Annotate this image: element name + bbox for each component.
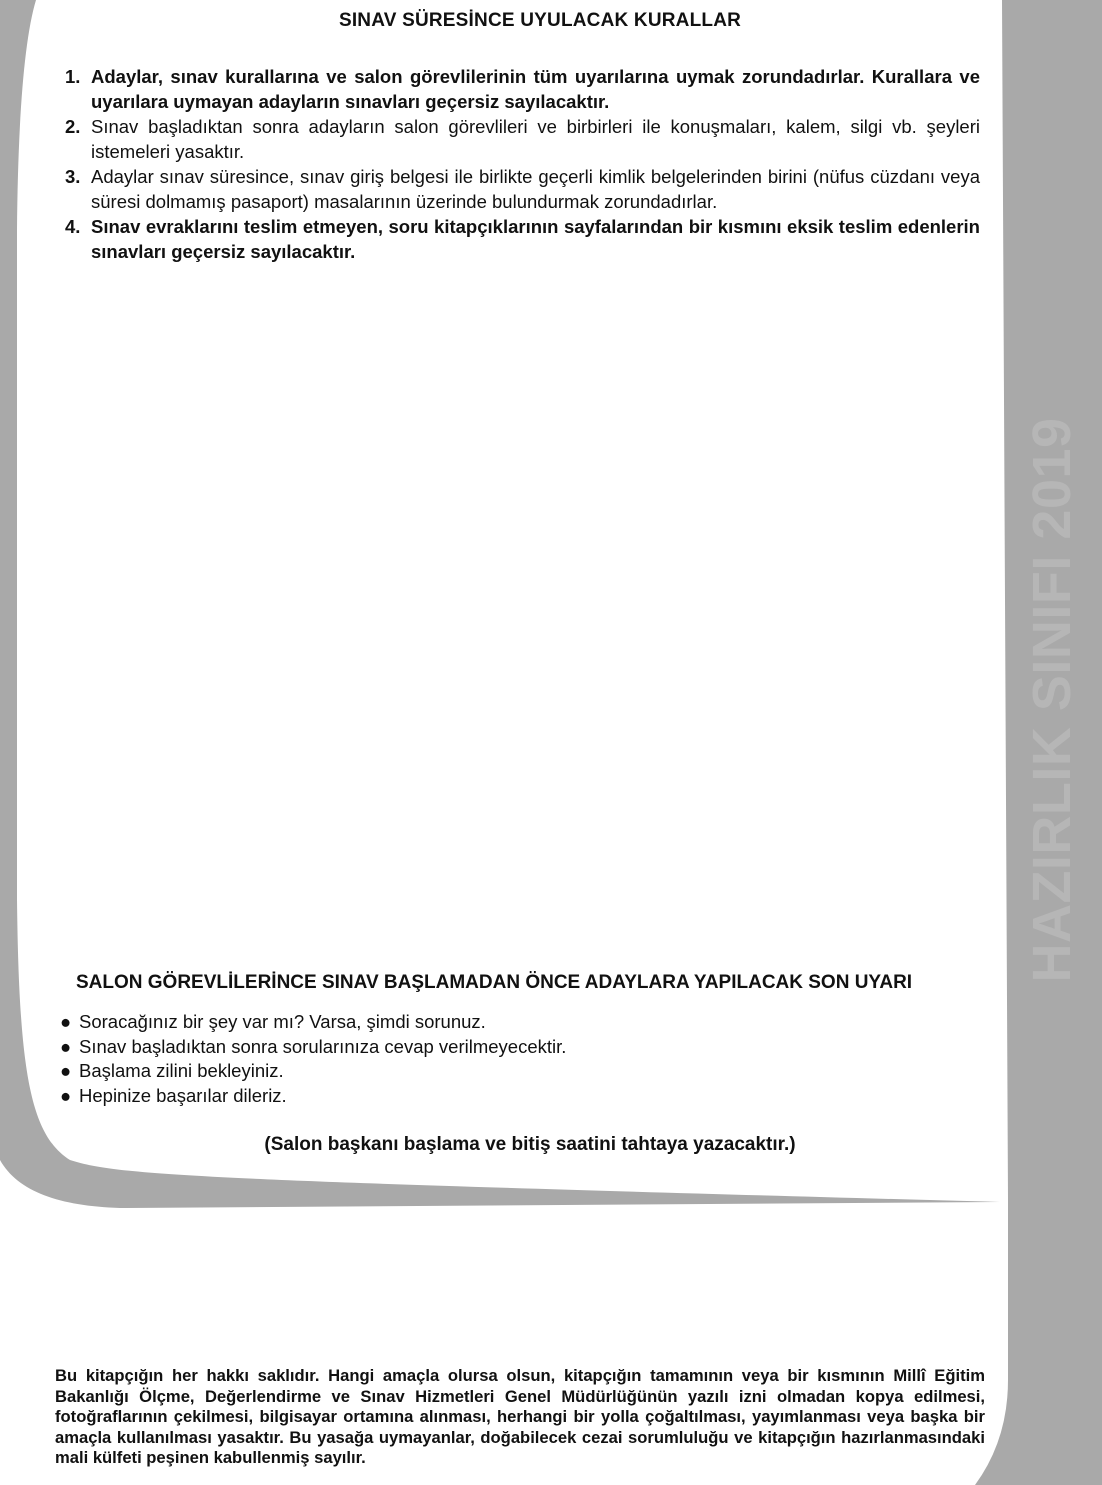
rules-list bbox=[60, 64, 980, 264]
bullet-icon: ● bbox=[60, 1011, 72, 1032]
board-note: (Salon başkanı başlama ve bitiş saatini tahtaya yazacaktır.) bbox=[264, 1134, 796, 1155]
rule-item bbox=[60, 164, 980, 214]
rule-text: Adaylar sınav süresince, sınav giriş belgesi ile birlikte geçerli kimlik belgelerinden birini (nüfus cüzdanı veya süresi dolmamış pasaport) masalarının üzerinde bulundurmak zorundadırlar. bbox=[91, 166, 980, 212]
warning-text: Soracağınız bir şey var mı? Varsa, şimdi sorunuz. bbox=[79, 1011, 486, 1032]
warning-text: Hepinize başarılar dileriz. bbox=[79, 1084, 287, 1106]
rule-text: Adaylar, sınav kurallarına ve salon görevlilerinin tüm uyarılarına uymak zorundadırlar. Kurallara ve uyarılara uymayan adayların sınavları geçersiz sayılacaktır. bbox=[91, 66, 980, 112]
rule-number: 1. bbox=[65, 66, 81, 87]
warning-text: Başlama zilini bekleyiniz. bbox=[79, 1060, 284, 1081]
rules-title: SINAV SÜRESİNCE UYULACAK KURALLAR bbox=[338, 10, 742, 31]
bullet-icon: ● bbox=[60, 1084, 72, 1106]
rule-item bbox=[60, 114, 980, 164]
rule-number: 4. bbox=[65, 216, 81, 237]
warning-item bbox=[60, 1059, 960, 1084]
copyright-notice: Bu kitapçığın her hakkı saklıdır. Hangi amaçla olursa olsun, kitapçığın tamamının veya bir kısmının Millî Eğitim Bakanlığı Ölçme, Değerlendirme ve Sınav Hizmetleri Genel Müdürlüğünün yazılı izni olmadan kopya edilmesi, fotoğraflarının çekilmesi, bilgisayar ortamına alınması, herhangi bir yolla çoğaltılması, yayımlanması veya başka bir amaçla kullanılması yasaktır. Bu yasağa uymayanlar, doğabilecek cezai sorumluluğu ve kitapçığın hazırlanmasındaki mali külfeti peşinen kabullenmiş sayılır. bbox=[55, 1366, 985, 1468]
rule-item bbox=[60, 64, 980, 114]
warning-item bbox=[60, 1010, 960, 1035]
rule-text: Sınav başladıktan sonra adayların salon görevlileri ve birbirleri ile konuşmaları, kalem, silgi vb. şeyleri istemeleri yasaktır. bbox=[91, 116, 980, 162]
warning-item bbox=[60, 1035, 960, 1060]
warning-text: Sınav başladıktan sonra sorularınıza cevap verilmeyecektir. bbox=[79, 1035, 567, 1057]
bullet-icon: ● bbox=[60, 1060, 72, 1081]
bullet-icon: ● bbox=[60, 1035, 72, 1057]
warning-title: SALON GÖREVLİLERİNCE SINAV BAŞLAMADAN ÖNCE ADAYLARA YAPILACAK SON UYARI bbox=[76, 972, 913, 993]
warning-list bbox=[60, 1010, 960, 1108]
rule-number: 3. bbox=[65, 166, 81, 187]
rule-text: Sınav evraklarını teslim etmeyen, soru kitapçıklarının sayfalarından bir kısmını eksik teslim edenlerin sınavları geçersiz sayılacaktır. bbox=[91, 216, 980, 262]
warning-item bbox=[60, 1084, 960, 1109]
rule-item bbox=[60, 214, 980, 264]
side-title: HAZIRLIK SINIFI 2019 bbox=[1022, 417, 1082, 983]
rule-number: 2. bbox=[65, 116, 81, 137]
